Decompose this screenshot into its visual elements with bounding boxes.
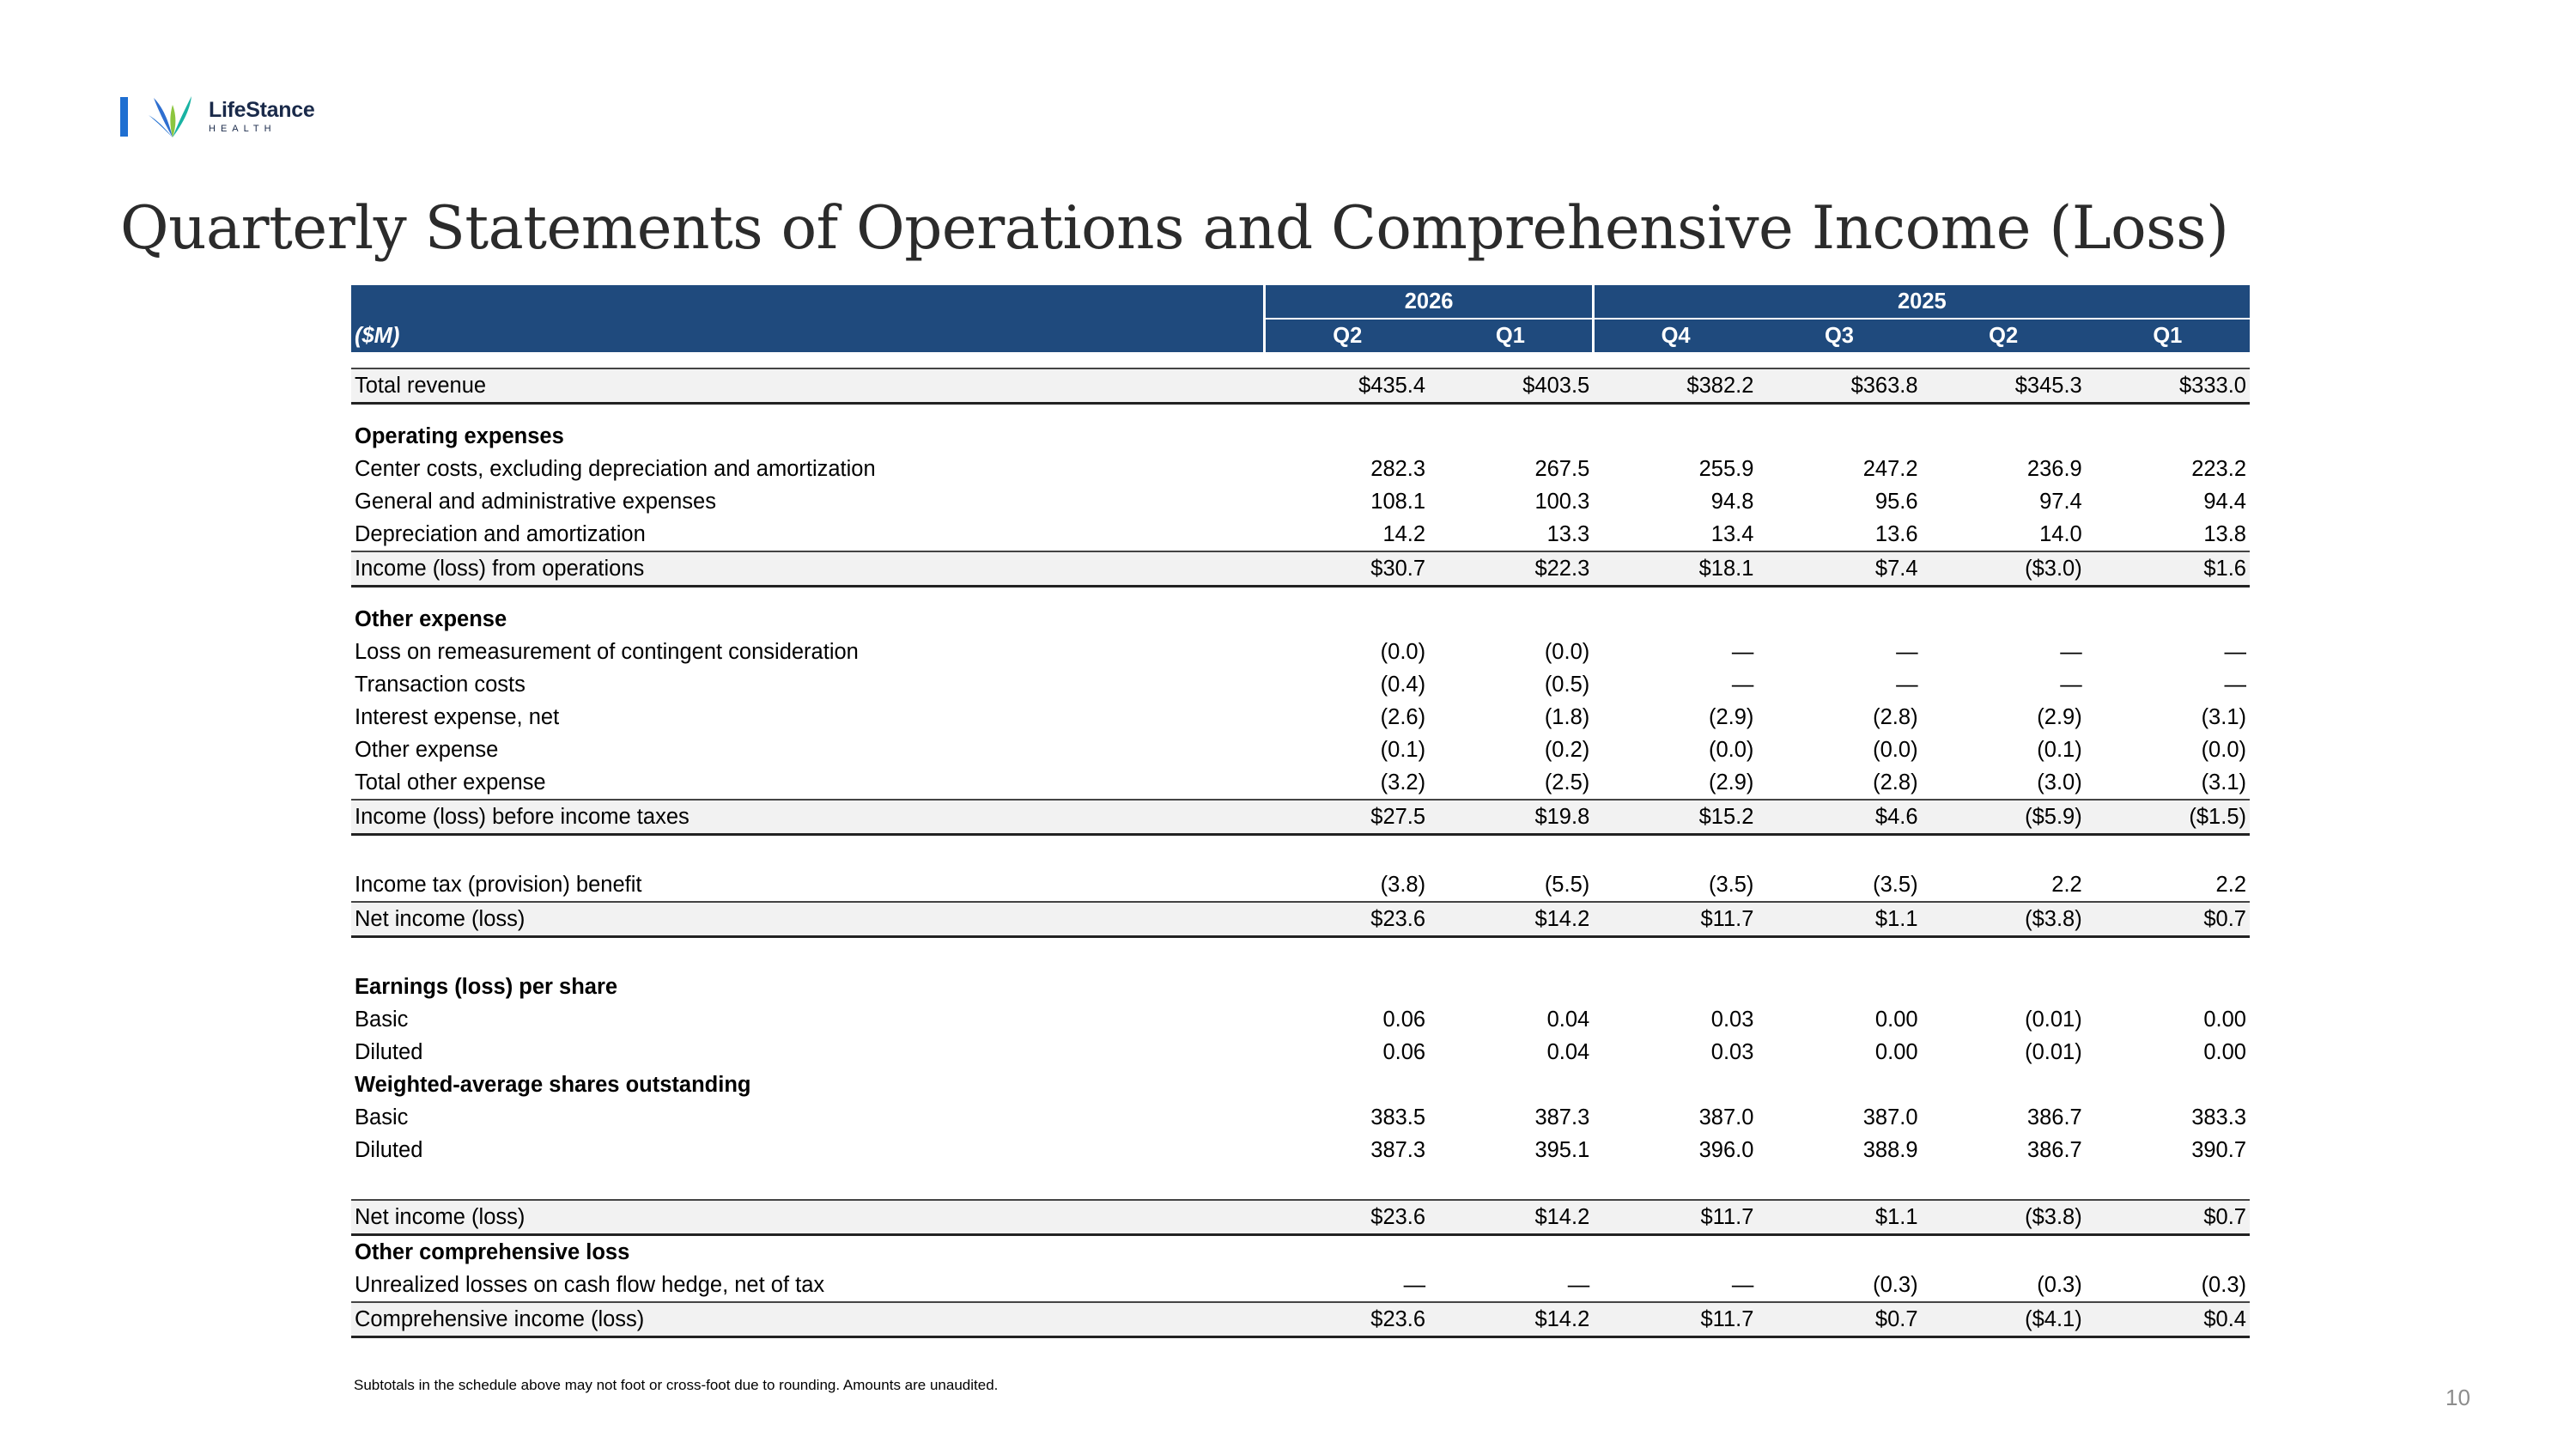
subtotal-row <box>351 902 2250 937</box>
line-item-row <box>351 734 2250 766</box>
value-cell: $1.1 <box>1757 1200 1921 1235</box>
value-cell: (0.3) <box>1873 1273 1918 1297</box>
value-cell: $1.6 <box>2086 551 2250 587</box>
value-cell: — <box>2060 673 2082 697</box>
subtotal-row <box>351 1200 2250 1235</box>
line-item-row <box>351 868 2250 902</box>
value-cell: 14.2 <box>1382 522 1426 546</box>
value-cell: (2.5) <box>1544 770 1590 795</box>
quarter-header: Q4 <box>1593 319 1757 352</box>
value-cell: $27.5 <box>1265 800 1429 835</box>
value-cell: $1.1 <box>1757 902 1921 937</box>
line-item-row <box>351 518 2250 551</box>
row-label: Net income (loss) <box>351 902 1265 937</box>
value-cell: 387.0 <box>1862 1105 1918 1129</box>
value-cell: $11.7 <box>1593 1302 1757 1337</box>
row-label: General and administrative expenses <box>355 490 716 514</box>
value-cell: 383.5 <box>1370 1105 1426 1129</box>
value-cell: 94.8 <box>1710 490 1754 514</box>
value-cell: (3.0) <box>2037 770 2082 795</box>
line-item-row <box>351 668 2250 701</box>
year-header-2025: 2025 <box>1593 285 2250 319</box>
subtotal-row <box>351 800 2250 835</box>
value-cell: $15.2 <box>1593 800 1757 835</box>
value-cell: (0.01) <box>2025 1040 2082 1064</box>
value-cell: $403.5 <box>1429 368 1593 404</box>
subtotal-row <box>351 551 2250 587</box>
value-cell: (0.1) <box>1380 738 1426 762</box>
value-cell: ($3.8) <box>1922 902 2086 937</box>
header-row-quarters <box>351 319 2250 352</box>
row-label: Other expense <box>355 738 499 762</box>
value-cell: (0.3) <box>2201 1273 2246 1297</box>
value-cell: $382.2 <box>1593 368 1757 404</box>
section-header-row <box>351 1068 2250 1101</box>
value-cell: 14.0 <box>2039 522 2082 546</box>
value-cell: 387.0 <box>1698 1105 1754 1129</box>
value-cell: ($4.1) <box>1922 1302 2086 1337</box>
value-cell: 0.00 <box>2203 1040 2246 1064</box>
spacer-cell <box>351 352 2250 368</box>
row-label: Other expense <box>355 607 507 631</box>
value-cell: 236.9 <box>2026 457 2082 481</box>
value-cell: 0.00 <box>1874 1008 1918 1032</box>
value-cell: $23.6 <box>1265 1302 1429 1337</box>
value-cell: (2.6) <box>1380 705 1426 729</box>
value-cell: 2.2 <box>2215 873 2246 897</box>
quarter-header: Q1 <box>2086 319 2250 352</box>
spacer-row <box>351 404 2250 421</box>
row-label: Net income (loss) <box>351 1200 1265 1235</box>
line-item-row <box>351 1003 2250 1036</box>
financial-statement-table <box>351 285 2250 1338</box>
spacer-row <box>351 587 2250 604</box>
line-item-row <box>351 1134 2250 1166</box>
company-logo <box>120 93 314 141</box>
value-cell: (3.1) <box>2201 705 2246 729</box>
value-cell: (0.01) <box>2025 1008 2082 1032</box>
value-cell: $14.2 <box>1429 1302 1593 1337</box>
quarter-header: Q3 <box>1757 319 1921 352</box>
value-cell: $0.7 <box>2086 902 2250 937</box>
value-cell: (5.5) <box>1544 873 1590 897</box>
value-cell: (0.5) <box>1544 673 1590 697</box>
value-cell: 0.00 <box>2203 1008 2246 1032</box>
value-cell: 267.5 <box>1534 457 1590 481</box>
value-cell: 395.1 <box>1534 1138 1590 1162</box>
value-cell: 13.3 <box>1546 522 1590 546</box>
spacer-row <box>351 835 2250 869</box>
value-cell: 0.00 <box>1874 1040 1918 1064</box>
section-header-row <box>351 971 2250 1003</box>
row-label: Center costs, excluding depreciation and amortization <box>355 457 876 481</box>
value-cell: $333.0 <box>2086 368 2250 404</box>
line-item-row <box>351 1269 2250 1302</box>
line-item-row <box>351 485 2250 518</box>
row-label: Unrealized losses on cash flow hedge, net of tax <box>355 1273 825 1297</box>
value-cell: 13.6 <box>1874 522 1918 546</box>
value-cell: 390.7 <box>2191 1138 2246 1162</box>
row-label: Loss on remeasurement of contingent consideration <box>355 640 859 664</box>
value-cell: 383.3 <box>2191 1105 2246 1129</box>
value-cell: ($5.9) <box>1922 800 2086 835</box>
value-cell: $435.4 <box>1265 368 1429 404</box>
value-cell: — <box>2224 640 2246 664</box>
header-blank <box>351 285 1265 319</box>
value-cell: 388.9 <box>1862 1138 1918 1162</box>
spacer-row <box>351 1166 2250 1200</box>
row-label: Interest expense, net <box>355 705 560 729</box>
row-label: Income tax (provision) benefit <box>355 873 642 897</box>
value-cell: — <box>2224 673 2246 697</box>
value-cell: — <box>1896 640 1918 664</box>
row-label: Diluted <box>355 1138 423 1162</box>
value-cell: 0.03 <box>1710 1008 1754 1032</box>
value-cell: — <box>1731 640 1754 664</box>
value-cell: ($3.8) <box>1922 1200 2086 1235</box>
value-cell: $11.7 <box>1593 1200 1757 1235</box>
line-item-row <box>351 766 2250 800</box>
value-cell: ($1.5) <box>2086 800 2250 835</box>
row-label: Depreciation and amortization <box>355 522 646 546</box>
value-cell: (3.1) <box>2201 770 2246 795</box>
subtotal-row <box>351 1302 2250 1337</box>
value-cell: 97.4 <box>2039 490 2082 514</box>
footnote: Subtotals in the schedule above may not foot or cross-foot due to rounding. Amounts are unaudited. <box>354 1377 999 1393</box>
value-cell: (0.0) <box>1708 738 1754 762</box>
value-cell: 282.3 <box>1370 457 1426 481</box>
spacer-cell <box>351 404 2250 421</box>
value-cell: — <box>1731 1273 1754 1297</box>
logo-name: LifeStance <box>209 98 315 122</box>
value-cell: (1.8) <box>1544 705 1590 729</box>
row-label: Comprehensive income (loss) <box>351 1302 1265 1337</box>
value-cell: — <box>2060 640 2082 664</box>
unit-label: ($M) <box>351 319 1265 352</box>
section-header-row <box>351 1235 2250 1269</box>
value-cell: 0.06 <box>1382 1040 1426 1064</box>
value-cell: (0.0) <box>1544 640 1590 664</box>
value-cell: $23.6 <box>1265 902 1429 937</box>
value-cell: $11.7 <box>1593 902 1757 937</box>
value-cell: (3.5) <box>1873 873 1918 897</box>
value-cell: (0.0) <box>1873 738 1918 762</box>
value-cell: (0.0) <box>1380 640 1426 664</box>
spacer-cell <box>351 937 2250 971</box>
section-header-row <box>351 603 2250 636</box>
value-cell: 247.2 <box>1862 457 1918 481</box>
value-cell: 386.7 <box>2026 1138 2082 1162</box>
year-header-2026: 2026 <box>1265 285 1593 319</box>
row-label: Basic <box>355 1105 409 1129</box>
value-cell: (3.5) <box>1708 873 1754 897</box>
value-cell: — <box>1567 1273 1590 1297</box>
value-cell: $4.6 <box>1757 800 1921 835</box>
value-cell: 223.2 <box>2191 457 2246 481</box>
row-label: Basic <box>355 1008 409 1032</box>
value-cell: 396.0 <box>1698 1138 1754 1162</box>
value-cell: $7.4 <box>1757 551 1921 587</box>
value-cell: (0.0) <box>2201 738 2246 762</box>
value-cell: 0.03 <box>1710 1040 1754 1064</box>
spacer-cell <box>351 587 2250 604</box>
value-cell: — <box>1403 1273 1426 1297</box>
row-label: Transaction costs <box>355 673 526 697</box>
line-item-row <box>351 1101 2250 1134</box>
value-cell: $18.1 <box>1593 551 1757 587</box>
value-cell: 95.6 <box>1874 490 1918 514</box>
page-number: 10 <box>2445 1385 2470 1410</box>
row-label: Total other expense <box>355 770 546 795</box>
logo-accent-bar <box>120 97 128 137</box>
value-cell: (2.8) <box>1873 705 1918 729</box>
row-label: Income (loss) before income taxes <box>351 800 1265 835</box>
value-cell: 2.2 <box>2051 873 2082 897</box>
quarter-header: Q2 <box>1265 319 1429 352</box>
row-label: Diluted <box>355 1040 423 1064</box>
value-cell: (0.2) <box>1544 738 1590 762</box>
value-cell: 255.9 <box>1698 457 1754 481</box>
value-cell: (2.9) <box>2037 705 2082 729</box>
logo-subtitle: HEALTH <box>209 124 276 134</box>
value-cell: 0.04 <box>1546 1008 1590 1032</box>
subtotal-row <box>351 368 2250 404</box>
section-header-row <box>351 420 2250 453</box>
value-cell: 387.3 <box>1534 1105 1590 1129</box>
lifestance-leaf-icon <box>147 93 198 141</box>
value-cell: (0.4) <box>1380 673 1426 697</box>
value-cell: 387.3 <box>1370 1138 1426 1162</box>
value-cell: $345.3 <box>1922 368 2086 404</box>
line-item-row <box>351 453 2250 485</box>
value-cell: $30.7 <box>1265 551 1429 587</box>
value-cell: — <box>1731 673 1754 697</box>
line-item-row <box>351 636 2250 668</box>
value-cell: 0.06 <box>1382 1008 1426 1032</box>
quarter-header: Q2 <box>1922 319 2086 352</box>
spacer-cell <box>351 1166 2250 1200</box>
value-cell: (0.1) <box>2037 738 2082 762</box>
value-cell: (2.9) <box>1708 705 1754 729</box>
value-cell: — <box>1896 673 1918 697</box>
line-item-row <box>351 1036 2250 1068</box>
value-cell: (2.9) <box>1708 770 1754 795</box>
value-cell: $0.7 <box>2086 1200 2250 1235</box>
value-cell: (3.2) <box>1380 770 1426 795</box>
value-cell: 0.04 <box>1546 1040 1590 1064</box>
value-cell: $363.8 <box>1757 368 1921 404</box>
value-cell: (2.8) <box>1873 770 1918 795</box>
value-cell: 94.4 <box>2203 490 2246 514</box>
value-cell: $19.8 <box>1429 800 1593 835</box>
row-label: Weighted-average shares outstanding <box>355 1073 751 1097</box>
value-cell: $22.3 <box>1429 551 1593 587</box>
value-cell: 13.8 <box>2203 522 2246 546</box>
value-cell: $23.6 <box>1265 1200 1429 1235</box>
spacer-row <box>351 352 2250 368</box>
row-label: Other comprehensive loss <box>355 1240 630 1264</box>
value-cell: ($3.0) <box>1922 551 2086 587</box>
header-row-years <box>351 285 2250 319</box>
page-title: Quarterly Statements of Operations and Comprehensive Income (Loss) <box>120 194 2229 263</box>
line-item-row <box>351 701 2250 734</box>
row-label: Total revenue <box>351 368 1265 404</box>
spacer-row <box>351 937 2250 971</box>
value-cell: 100.3 <box>1534 490 1590 514</box>
value-cell: 386.7 <box>2026 1105 2082 1129</box>
value-cell: $0.7 <box>1757 1302 1921 1337</box>
value-cell: $14.2 <box>1429 902 1593 937</box>
row-label: Income (loss) from operations <box>351 551 1265 587</box>
value-cell: (3.8) <box>1380 873 1426 897</box>
value-cell: $14.2 <box>1429 1200 1593 1235</box>
value-cell: $0.4 <box>2086 1302 2250 1337</box>
row-label: Earnings (loss) per share <box>355 975 618 999</box>
value-cell: 13.4 <box>1710 522 1754 546</box>
quarter-header: Q1 <box>1429 319 1593 352</box>
value-cell: (0.3) <box>2037 1273 2082 1297</box>
row-label: Operating expenses <box>355 424 564 448</box>
value-cell: 108.1 <box>1370 490 1426 514</box>
spacer-cell <box>351 835 2250 869</box>
